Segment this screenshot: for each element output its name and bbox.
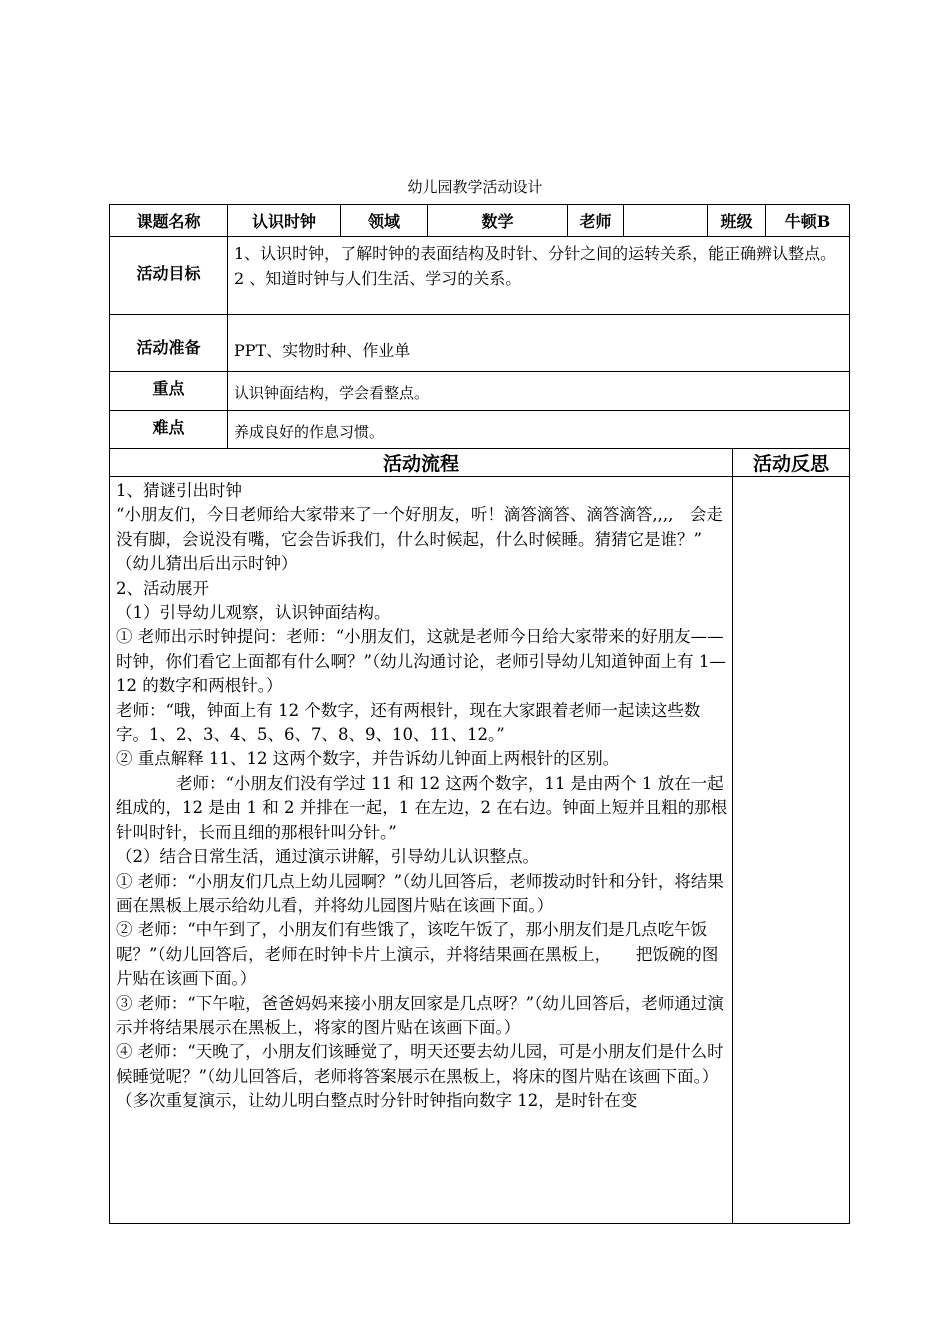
flow-line: （2）结合日常生活，通过演示讲解，引导幼儿认识整点。 — [116, 847, 539, 867]
goals-content — [227, 236, 850, 314]
flow-line: （幼儿猜出后出示时钟） — [116, 554, 298, 574]
difficulty-value: 养成良好的作息习惯。 — [227, 410, 850, 448]
flow-line: ③ 老师：“下午啦，爸爸妈妈来接小朋友回家是几点呀？”（幼儿回答后，老师通过演示并将结果展示在黑板上，将家的图片贴在该画下面。） — [116, 993, 724, 1037]
flow-line: ④ 老师：“天晚了，小朋友们该睡觉了，明天还要去幼儿园，可是小朋友们是什么时候睡觉呢？”（幼儿回答后，老师将答案展示在黑板上，将床的图片贴在该画下面。） — [116, 1042, 724, 1086]
key-point-row — [109, 371, 850, 410]
flow-line: （1）引导幼儿观察，认识钟面结构。 — [116, 603, 391, 623]
prep-row — [109, 314, 850, 371]
class-label: 班级 — [707, 204, 765, 236]
reflection-content — [732, 476, 850, 1223]
teacher-value — [623, 204, 707, 236]
flow-line: ② 老师：“中午到了，小朋友们有些饿了，该吃午饭了，那小朋友们是几点吃午饭呢？”（幼儿回答后，老师在时钟卡片上演示，并将结果画在黑板上， 把饭碗的图片贴在该画下面。） — [116, 920, 719, 989]
topic-label: 课题名称 — [109, 204, 227, 236]
teacher-label: 老师 — [567, 204, 623, 236]
prep-label: 活动准备 — [109, 314, 227, 371]
lesson-plan-table — [109, 204, 850, 1224]
difficulty-row — [109, 410, 850, 448]
difficulty-label: 难点 — [109, 410, 227, 448]
document-title: 幼儿园教学活动设计 — [407, 178, 543, 196]
reflection-header: 活动反思 — [732, 448, 850, 476]
key-point-value: 认识钟面结构，学会看整点。 — [227, 371, 850, 410]
class-value: 牛顿B — [765, 204, 850, 236]
flow-line: ① 老师：“小朋友们几点上幼儿园啊？”（幼儿回答后，老师拨动时针和分针，将结果画在黑板上展示给幼儿看，并将幼儿园图片贴在该画下面。） — [116, 871, 724, 915]
prep-value: PPT、实物时种、作业单 — [227, 314, 850, 371]
goals-line-1: 1、认识时钟，了解时钟的表面结构及时针、分针之间的运转关系，能正确辨认整点。 — [234, 244, 837, 263]
goals-line-2: 2 、知道时钟与人们生活、学习的关系。 — [234, 269, 522, 288]
flow-line: 1、猜谜引出时钟 — [116, 481, 242, 500]
header-row — [109, 204, 850, 236]
goals-row — [109, 236, 850, 314]
goals-label: 活动目标 — [109, 236, 227, 314]
flow-line: ① 老师出示时钟提问：老师：“小朋友们，这就是老师今日给大家带来的好朋友——时钟，你们看它上面都有什么啊？”（幼儿沟通讨论，老师引导幼儿知道钟面上有 1—12 的数字和两根针。） — [116, 627, 726, 696]
flow-line: 老师：“小朋友们没有学过 11 和 12 这两个数字，11 是由两个 1 放在一起组成的，12 是由 1 和 2 并排在一起，1 在左边，2 在右边。钟面上短并且粗的那根针叫时针，长而且细的那根针叫分针。” — [116, 773, 728, 842]
flow-line: 2、活动展开 — [116, 578, 209, 598]
flow-header-row — [109, 448, 850, 476]
flow-content-row — [109, 476, 850, 1224]
topic-value: 认识时钟 — [227, 204, 340, 236]
domain-value: 数学 — [427, 204, 567, 236]
flow-line: ② 重点解释 11、12 这两个数字，并告诉幼儿钟面上两根针的区别。 — [116, 749, 620, 769]
flow-header: 活动流程 — [109, 448, 732, 476]
flow-line: “小朋友们，今日老师给大家带来了一个好朋友，听！滴答滴答、滴答滴答,,,, 会走没有脚，会说没有嘴，它会告诉我们，什么时候起，什么时候睡。猜猜它是谁？” — [116, 505, 723, 549]
flow-line: 老师：“哦，钟面上有 12 个数字，还有两根针，现在大家跟着老师一起读这些数字。1、2、3、4、5、6、7、8、9、10、11、12。” — [116, 700, 701, 745]
domain-label: 领域 — [340, 204, 427, 236]
flow-line: （多次重复演示，让幼儿明白整点时分针时钟指向数字 12，是时针在变 — [116, 1091, 638, 1111]
key-point-label: 重点 — [109, 371, 227, 410]
flow-content — [109, 476, 732, 1223]
